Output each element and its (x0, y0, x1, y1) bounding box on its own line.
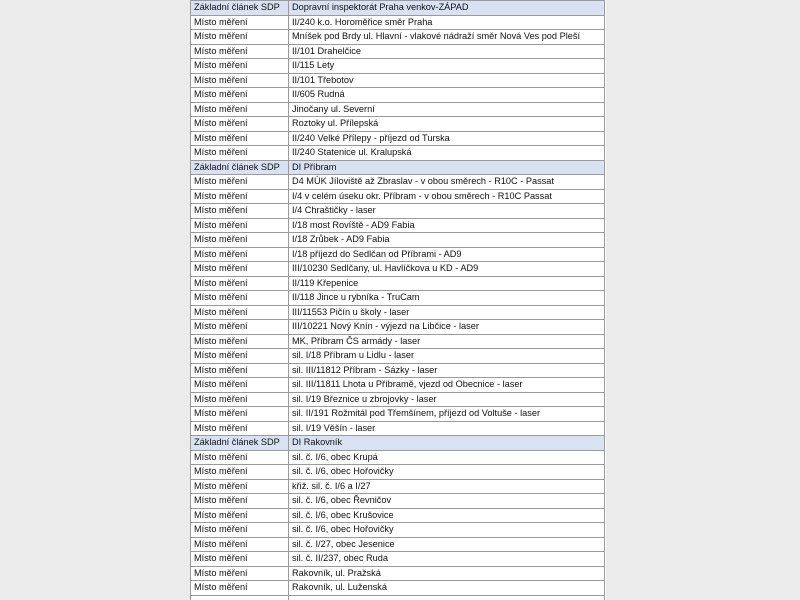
table-row (191, 305, 605, 320)
category-cell[interactable]: Místo měření (191, 320, 289, 335)
location-cell[interactable]: II/101 Drahelčice (289, 44, 605, 59)
location-cell[interactable]: II/240 Velké Přílepy - příjezd od Turska (289, 131, 605, 146)
location-cell[interactable]: sil. č. I/6, obec Krušovice (289, 508, 605, 523)
category-cell[interactable]: Místo měření (191, 363, 289, 378)
location-cell[interactable]: D4 MÚK Jíloviště až Zbraslav - v obou směrech - R10C - Passat (289, 175, 605, 190)
section-header-row (191, 1, 605, 16)
location-cell[interactable]: I/4 v celém úseku okr. Příbram - v obou směrech - R10C Passat (289, 189, 605, 204)
category-cell[interactable]: Místo měření (191, 262, 289, 277)
table-row (191, 204, 605, 219)
location-cell[interactable]: I/4 Chraštičky - laser (289, 204, 605, 219)
category-cell[interactable]: Místo měření (191, 305, 289, 320)
category-cell[interactable]: Místo měření (191, 146, 289, 161)
location-cell[interactable]: I/18 Zrůbek - AD9 Fabia (289, 233, 605, 248)
table-row (191, 566, 605, 581)
category-cell[interactable]: Místo měření (191, 218, 289, 233)
category-cell[interactable]: Místo měření (191, 247, 289, 262)
category-cell[interactable]: Místo měření (191, 494, 289, 509)
table-row (191, 175, 605, 190)
table-row (191, 421, 605, 436)
table-row (191, 537, 605, 552)
location-cell[interactable]: sil. III/11812 Příbram - Sázky - laser (289, 363, 605, 378)
table-row (191, 349, 605, 364)
category-cell[interactable]: Místo měření (191, 334, 289, 349)
category-cell[interactable]: Základní článek SDP (191, 1, 289, 16)
table-row (191, 508, 605, 523)
table-row (191, 581, 605, 596)
location-cell[interactable]: sil. I/19 Březnice u zbrojovky - laser (289, 392, 605, 407)
category-cell[interactable]: Místo měření (191, 392, 289, 407)
spreadsheet-page (190, 0, 606, 600)
table-row (191, 117, 605, 132)
category-cell[interactable]: Místo měření (191, 378, 289, 393)
location-cell[interactable]: Mníšek pod Brdy ul. Hlavní - vlakové nádraží směr Nová Ves pod Pleší (289, 30, 605, 45)
location-cell[interactable]: Jinočany ul. Severní (289, 102, 605, 117)
category-cell[interactable]: Místo měření (191, 421, 289, 436)
category-cell[interactable]: Místo měření (191, 407, 289, 422)
category-cell[interactable]: Místo měření (191, 291, 289, 306)
table-row (191, 291, 605, 306)
location-cell[interactable]: II/119 Křepenice (289, 276, 605, 291)
table-row (191, 73, 605, 88)
location-cell[interactable]: DI Rakovník (289, 436, 605, 451)
table-row (191, 450, 605, 465)
table-row (191, 262, 605, 277)
category-cell[interactable]: Místo měření (191, 15, 289, 30)
location-cell[interactable]: III/10221 Nový Knín - výjezd na Libčice - laser (289, 320, 605, 335)
table-row (191, 479, 605, 494)
category-cell[interactable]: Místo měření (191, 349, 289, 364)
table-row (191, 189, 605, 204)
category-cell[interactable]: Místo měření (191, 276, 289, 291)
location-cell[interactable]: II/115 Lety (289, 59, 605, 74)
table-row (191, 131, 605, 146)
table-row (191, 102, 605, 117)
table-row (191, 218, 605, 233)
category-cell[interactable]: Místo měření (191, 131, 289, 146)
category-cell[interactable]: Místo měření (191, 117, 289, 132)
table-row (191, 465, 605, 480)
category-cell[interactable]: Místo měření (191, 450, 289, 465)
table-row (191, 88, 605, 103)
location-cell[interactable]: II/240 k.o. Horoměřice směr Praha (289, 15, 605, 30)
location-cell[interactable]: Rakovník, ul. Luženská (289, 581, 605, 596)
category-cell[interactable]: Místo měření (191, 523, 289, 538)
location-cell[interactable]: sil. č. I/6, obec Krupá (289, 450, 605, 465)
table-row (191, 15, 605, 30)
category-cell[interactable]: Místo měření (191, 479, 289, 494)
table-row (191, 363, 605, 378)
location-cell[interactable]: sil. č. II/237, obec Ruda (289, 552, 605, 567)
location-cell[interactable]: II/240 Statenice ul. Kralupská (289, 146, 605, 161)
category-cell[interactable]: Místo měření (191, 59, 289, 74)
location-cell[interactable]: II/605 Rudná (289, 88, 605, 103)
category-cell[interactable]: Místo měření (191, 581, 289, 596)
location-cell[interactable]: II/101 Třebotov (289, 73, 605, 88)
location-cell[interactable]: Roztoky ul. Přílepská (289, 117, 605, 132)
table-row (191, 552, 605, 567)
location-cell[interactable]: sil. č. I/6, obec Hořovičky (289, 523, 605, 538)
table-row (191, 59, 605, 74)
location-cell[interactable]: Rakovník, ul. Pražská (289, 566, 605, 581)
category-cell[interactable]: Místo měření (191, 204, 289, 219)
table-row (191, 334, 605, 349)
location-cell[interactable]: I/18 most Rovíště - AD9 Fabia (289, 218, 605, 233)
table-body (191, 1, 605, 600)
category-cell[interactable]: Místo měření (191, 508, 289, 523)
category-cell[interactable]: Místo měření (191, 88, 289, 103)
category-cell[interactable]: Základní článek SDP (191, 160, 289, 175)
location-cell[interactable]: sil. č. I/27, obec Jesenice (289, 537, 605, 552)
measurement-locations-table (190, 0, 605, 600)
table-row (191, 407, 605, 422)
location-cell[interactable] (289, 595, 605, 600)
location-cell[interactable]: II/118 Jince u rybníka - TruCam (289, 291, 605, 306)
table-row (191, 320, 605, 335)
location-cell[interactable]: I/18 příjezd do Sedlčan od Příbrami - AD9 (289, 247, 605, 262)
table-row (191, 276, 605, 291)
location-cell[interactable]: sil. č. I/6, obec Hořovičky (289, 465, 605, 480)
category-cell[interactable] (191, 595, 289, 600)
location-cell[interactable]: MK, Příbram ČS armády - laser (289, 334, 605, 349)
table-row (191, 44, 605, 59)
table-row (191, 494, 605, 509)
location-cell[interactable]: sil. II/191 Rožmitál pod Třemšínem, příjezd od Voltuše - laser (289, 407, 605, 422)
table-row (191, 595, 605, 600)
location-cell[interactable]: Dopravní inspektorát Praha venkov-ZÁPAD (289, 1, 605, 16)
category-cell[interactable]: Místo měření (191, 73, 289, 88)
location-cell[interactable]: III/11553 Pičín u školy - laser (289, 305, 605, 320)
category-cell[interactable]: Místo měření (191, 44, 289, 59)
table-row (191, 378, 605, 393)
location-cell[interactable]: DI Příbram (289, 160, 605, 175)
location-cell[interactable]: křiž. sil. č. I/6 a I/27 (289, 479, 605, 494)
location-cell[interactable]: sil. I/18 Příbram u Lidlu - laser (289, 349, 605, 364)
table-row (191, 523, 605, 538)
category-cell[interactable]: Místo měření (191, 175, 289, 190)
category-cell[interactable]: Místo měření (191, 233, 289, 248)
category-cell[interactable]: Místo měření (191, 566, 289, 581)
section-header-row (191, 160, 605, 175)
location-cell[interactable]: sil. č. I/6, obec Řevničov (289, 494, 605, 509)
table-row (191, 392, 605, 407)
category-cell[interactable]: Místo měření (191, 552, 289, 567)
category-cell[interactable]: Místo měření (191, 189, 289, 204)
location-cell[interactable]: III/10230 Sedlčany, ul. Havlíčkova u KD - AD9 (289, 262, 605, 277)
table-row (191, 146, 605, 161)
category-cell[interactable]: Místo měření (191, 537, 289, 552)
location-cell[interactable]: sil. III/11811 Lhota u Příbramě, vjezd od Obecnice - laser (289, 378, 605, 393)
category-cell[interactable]: Místo měření (191, 465, 289, 480)
table-row (191, 247, 605, 262)
table-row (191, 30, 605, 45)
section-header-row (191, 436, 605, 451)
category-cell[interactable]: Místo měření (191, 30, 289, 45)
category-cell[interactable]: Místo měření (191, 102, 289, 117)
location-cell[interactable]: sil. I/19 Věšín - laser (289, 421, 605, 436)
category-cell[interactable]: Základní článek SDP (191, 436, 289, 451)
table-row (191, 233, 605, 248)
